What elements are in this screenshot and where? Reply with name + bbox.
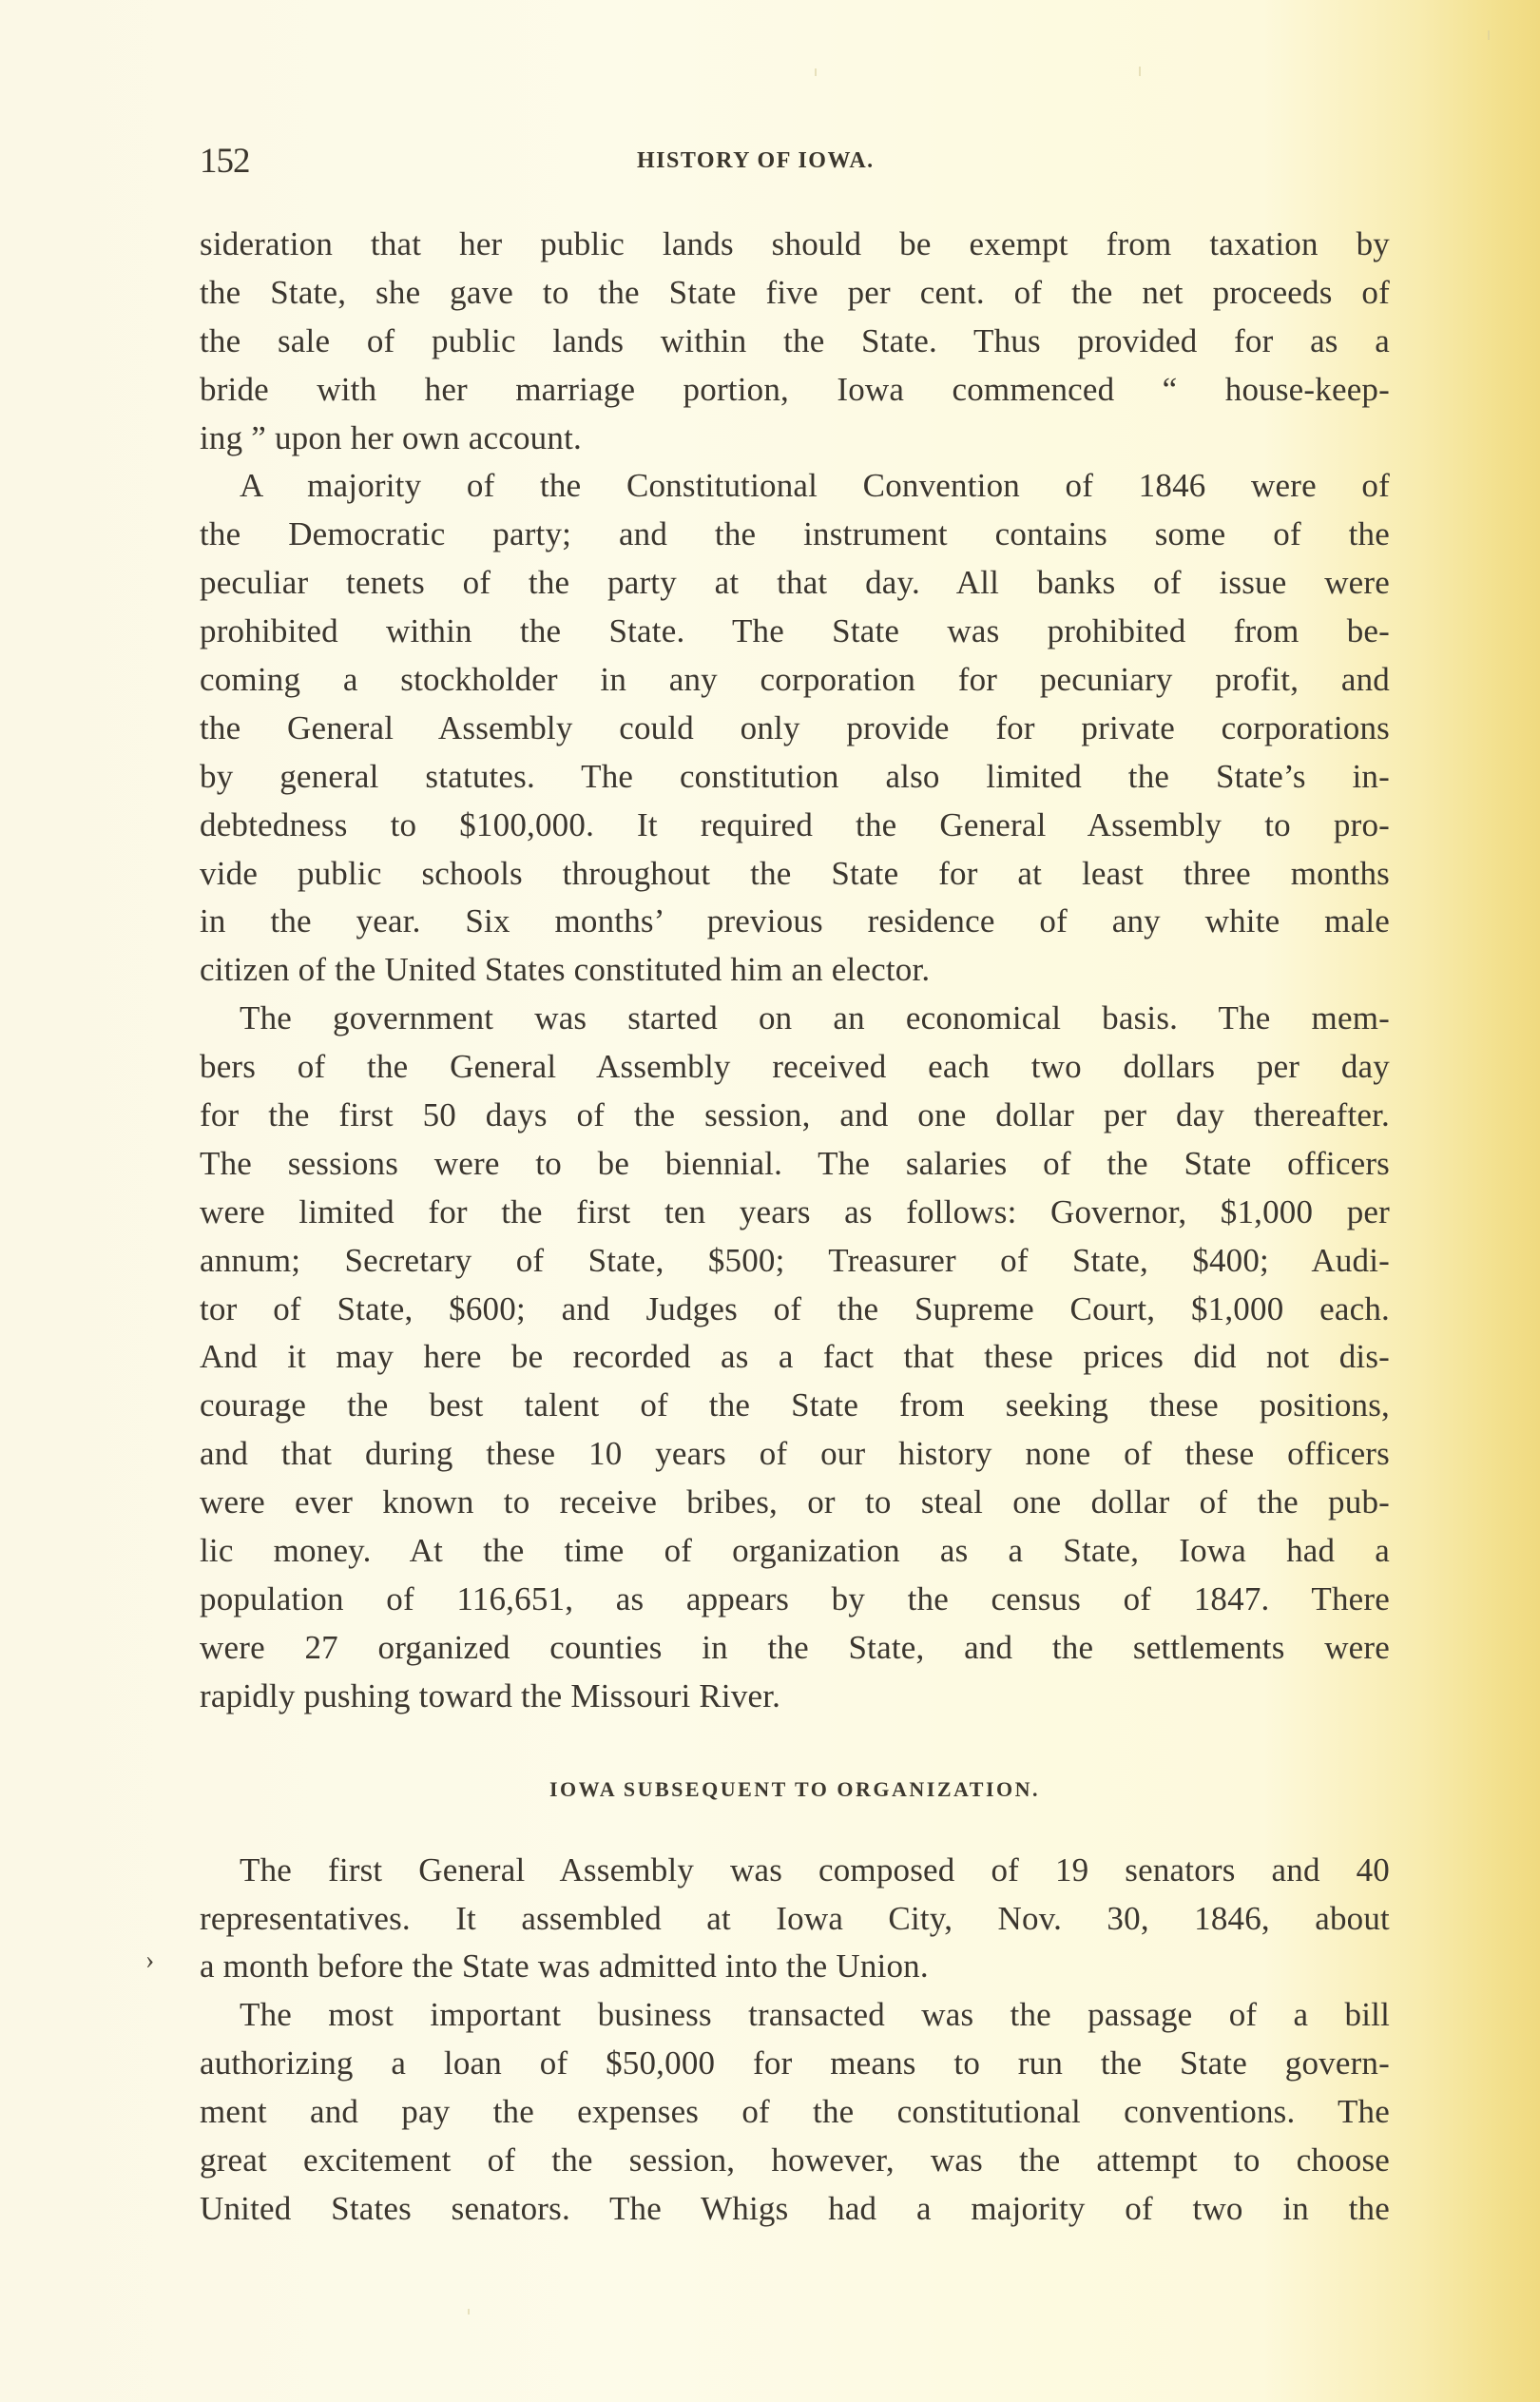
text-line: rapidly pushing toward the Missouri River. <box>200 1676 781 1714</box>
text-line: peculiar tenets of the party at that day. All banks of issue were <box>200 564 1390 602</box>
text-line: The most important business transacted was the passage of a bill <box>240 1996 1390 2034</box>
page-number: 152 <box>200 142 250 181</box>
text-line: were 27 organized counties in the State, and the settlements were <box>200 1628 1390 1666</box>
text-line: The first General Assembly was composed of 19 senators and 40 <box>240 1850 1390 1889</box>
text-line: citizen of the United States constituted him an elector. <box>200 951 931 989</box>
text-line: ing ” upon her own account. <box>200 418 582 456</box>
text-line: the Democratic party; and the instrument contains some of the <box>200 515 1390 553</box>
text-line: coming a stockholder in any corporation for pecuniary profit, and <box>200 661 1390 699</box>
text-line: tor of State, $600; and Judges of the Supreme Court, $1,000 each. <box>200 1289 1390 1327</box>
paper-speck <box>1139 67 1141 76</box>
text-line: A majority of the Constitutional Convention of 1846 were of <box>240 467 1390 505</box>
text-line: and that during these 10 years of our history none of these officers <box>200 1435 1390 1473</box>
text-line: in the year. Six months’ previous residence of any white male <box>200 902 1390 940</box>
paragraph <box>200 1991 1390 2233</box>
text-line: United States senators. The Whigs had a majority of two in the <box>200 2189 1390 2227</box>
text-line: representatives. It assembled at Iowa City, Nov. 30, 1846, about <box>200 1899 1390 1937</box>
text-line: by general statutes. The constitution also limited the State’s in- <box>200 757 1390 795</box>
text-line: sideration that her public lands should be exempt from taxation by <box>200 225 1390 262</box>
text-line: a month before the State was admitted into the Union. <box>200 1947 929 1986</box>
paper-speck <box>468 2309 470 2315</box>
text-line: annum; Secretary of State, $500; Treasurer of State, $400; Audi- <box>200 1241 1390 1279</box>
text-line: ment and pay the expenses of the constitutional conventions. The <box>200 2093 1390 2131</box>
text-line: debtedness to $100,000. It required the General Assembly to pro- <box>200 805 1390 843</box>
paragraph <box>200 995 1390 1720</box>
text-line: And it may here be recorded as a fact that these prices did not dis- <box>200 1338 1390 1376</box>
running-title: HISTORY OF IOWA. <box>637 148 875 173</box>
paper-speck <box>815 68 817 76</box>
paragraph <box>200 221 1390 462</box>
paragraph <box>200 1847 1390 1992</box>
text-line: bers of the General Assembly received each two dollars per day <box>200 1048 1390 1086</box>
margin-mark: › <box>145 1946 155 1975</box>
text-line: the sale of public lands within the State. Thus provided for as a <box>200 321 1390 359</box>
text-line: The government was started on an economical basis. The mem- <box>240 999 1390 1037</box>
text-line: prohibited within the State. The State was prohibited from be- <box>200 612 1390 650</box>
text-line: for the first 50 days of the session, and one dollar per day thereafter. <box>200 1096 1390 1134</box>
text-line: bride with her marriage portion, Iowa commenced “ house-keep- <box>200 370 1390 408</box>
text-line: lic money. At the time of organization as a State, Iowa had a <box>200 1532 1390 1570</box>
body-text <box>200 221 1390 2234</box>
text-line: the State, she gave to the State five per cent. of the net proceeds of <box>200 273 1390 311</box>
text-line: the General Assembly could only provide for private corporations <box>200 708 1390 746</box>
text-line: were ever known to receive bribes, or to steal one dollar of the pub- <box>200 1483 1390 1521</box>
text-line: were limited for the first ten years as follows: Governor, $1,000 per <box>200 1192 1390 1230</box>
text-line: vide public schools throughout the State for at least three months <box>200 854 1390 892</box>
text-line: The sessions were to be biennial. The salaries of the State officers <box>200 1144 1390 1182</box>
section-heading: IOWA SUBSEQUENT TO ORGANIZATION. <box>549 1776 1041 1801</box>
paper-speck <box>1488 30 1490 40</box>
section-gap <box>200 1830 1390 1847</box>
section-gap <box>200 1721 1390 1738</box>
running-head <box>200 141 1388 188</box>
text-line: authorizing a loan of $50,000 for means to run the State govern- <box>200 2044 1390 2082</box>
text-line: population of 116,651, as appears by the census of 1847. There <box>200 1579 1390 1617</box>
paragraph <box>200 462 1390 995</box>
text-line: courage the best talent of the State from seeking these positions, <box>200 1386 1390 1424</box>
text-line: great excitement of the session, however, was the attempt to choose <box>200 2140 1390 2179</box>
